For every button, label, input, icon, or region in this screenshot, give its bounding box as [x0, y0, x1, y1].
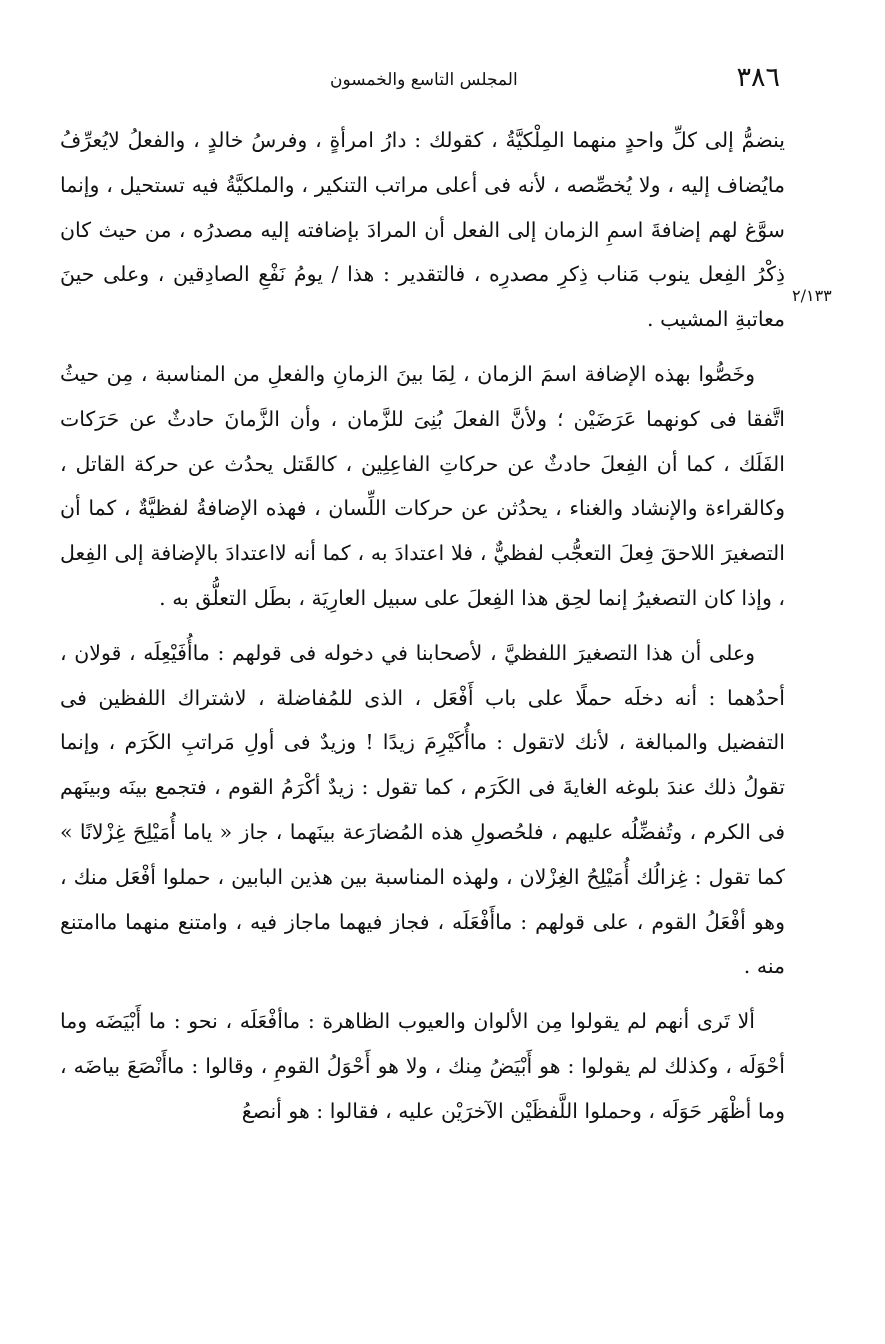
- paragraph-1: ينضمُّ إلى كلِّ واحدٍ منهما المِلْكيَّةُ ، كقولك : دارُ امرأةٍ ، وفرسُ خالدٍ ، والفعلُ لايُعرِّفُ مايُضاف إليه ، ولا يُخصِّصه ، لأنه فى أعلى مراتب التنكير ، والملكيَّةُ فيه تستحيل ، وإنما سوَّغ لهم إضافةَ اسمِ الزمان إلى الفعل أن المرادَ بإضافته إليه مصدرُه ، من حيث كان ذِكْرُ الفِعل ينوب مَناب ذِكرِ مصدرِه ، فالتقدير : هذا / يومُ نَفْعِ الصادِقين ، وعلى حينَ معاتبةِ المشيب .: [60, 128, 785, 332]
- paragraph-2: وخَصُّوا بهذه الإضافة اسمَ الزمان ، لِمَا بينَ الزمانِ والفعلِ من المناسبة ، مِن حيثُ اتَّفقا فى كونهما عَرَضَيْن ؛ ولأنَّ الفعلَ بُنِىَ للزَّمان ، وأن الزَّمانَ حادثٌ عن حَرَكات الفَلَك ، كما أن الفِعلَ حادثٌ عن حركاتِ الفاعِلِين ، كالقَتل يحدُث عن حركة القاتل ، وكالقراءة والإنشاد والغناء ، يحدُثن عن حركات اللِّسان ، فهذه الإضافةُ لفظيَّةٌ ، كما أن التصغيرَ اللاحقَ فِعلَ التعجُّب لفظيٌّ ، فلا اعتدادَ به ، كما أنه لااعتدادَ بالإضافة إلى الفِعل ، وإذا كان التصغيرُ إنما لحِق هذا الفِعلَ على سبيل العارِيَة ، بطَل التعلُّق به .: [60, 361, 785, 610]
- margin-reference: ٢/١٣٣: [792, 286, 832, 305]
- page-header: [60, 62, 780, 102]
- body-text: [60, 118, 785, 1134]
- running-title: المجلس التاسع والخمسون: [330, 70, 518, 90]
- paragraph-3: وعلى أن هذا التصغيرَ اللفظيَّ ، لأصحابنا في دخوله فى قولهم : ماأُفَيْعِلَه ، قولان ، أحدُهما : أنه دخلَه حملًا على باب أَفْعَل ، الذى للمُفاضلة ، لاشتراك اللفظين فى التفضيل والمبالغة ، لأنك لاتقول : ماأُكَيْرِمَ زيدًا ! وزيدٌ فى أولِ مَراتبِ الكَرَم ، وإنما تقولُ ذلك عندَ بلوغه الغايةَ فى الكَرَم ، كما تقول : زيدٌ أكْرَمُ القوم ، فتجمع بينَه وبينَهم فى الكرم ، وتُفضِّلُه عليهم ، فلحُصولِ هذه المُضارَعة بينَهما ، جاز « ياما أُمَيْلِحَ غِزْلانًا » كما تقول : غِزالُك أُمَيْلِحُ الغِزْلان ، ولهذه المناسبة بين هذين البابين ، حملوا أفْعَل منك ، وهو أفْعَلُ القوم ، على قولهم : ماأَفْعَلَه ، فجاز فيهما ماجاز فيه ، وامتنع منهما ماامتنع منه .: [60, 640, 785, 979]
- page-number: ٣٨٦: [736, 62, 780, 93]
- paragraph-4: ألا تَرى أنهم لم يقولوا مِن الألوان والعيوب الظاهرة : ماأفْعَلَه ، نحو : ما أَبْيَضَه وما أحْوَلَه ، وكذلك لم يقولوا : هو أَبْيَضُ مِنك ، ولا هو أَحْوَلُ القومِ ، وقالوا : ماأَنْصَعَ بياضَه ، وما أظْهَر حَوَلَه ، وحملوا اللَّفظَيْن الآخرَيْن عليه ، فقالوا : هو أنصعُ: [60, 1009, 785, 1123]
